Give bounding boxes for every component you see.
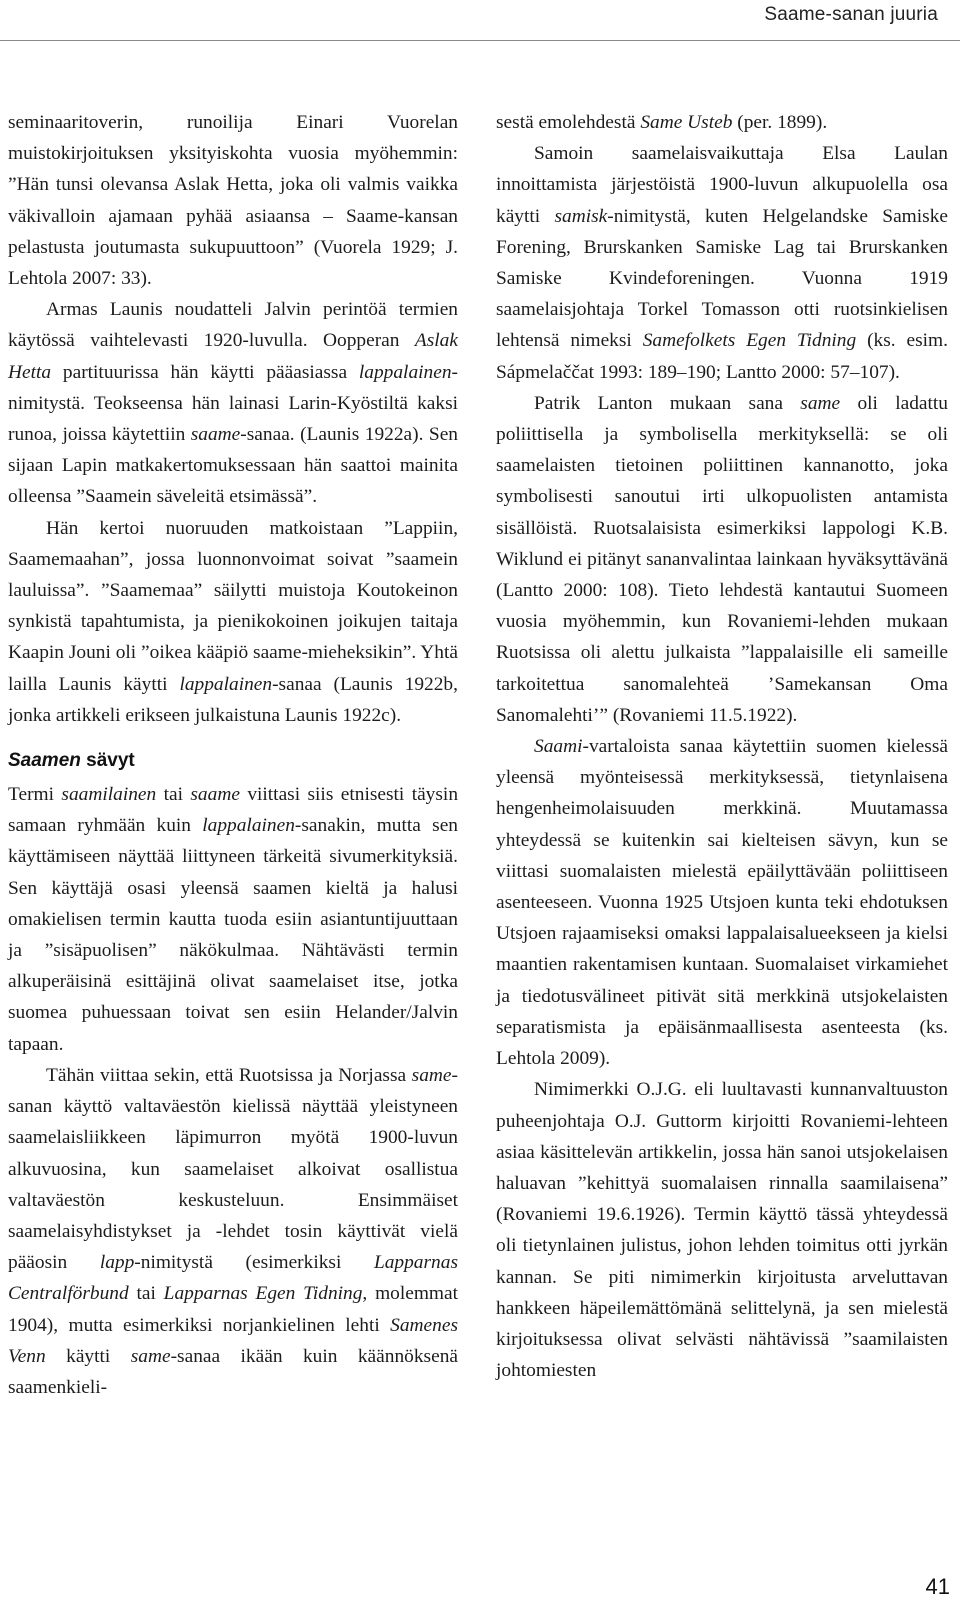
paragraph — [496, 107, 948, 138]
text-run: -sanaa ikään kuin käännöksenä saamenkieli- — [8, 1345, 459, 1398]
text-run: -sanan käyttö valtaväestön kielissä näyttää yleistyneen saamelaisliikkeen läpimurron myötä 1900-luvun alkuvuosina, kun saamelaiset alkoivat osallistua valtaväestön keskusteluun. Ensimmäiset saamelaisyhdistykset ja -lehdet tosin käyttivät vielä pääosin — [8, 1064, 458, 1274]
text-run: -nimitystä (esimerkiksi — [134, 1252, 374, 1274]
text-run: -sanaa. (Launis 1922a). Sen sijaan Lapin matkakertomuksessaan hän saattoi mainita olleensa ”Saamein säveleitä etsimässä”. — [8, 424, 458, 508]
header-rule — [0, 40, 960, 41]
paragraph — [496, 1074, 948, 1386]
italic-run: samisk — [554, 205, 608, 227]
paragraph — [496, 731, 948, 1074]
italic-run: lappalainen — [202, 815, 295, 837]
italic-run: same — [411, 1064, 452, 1086]
paragraph — [8, 294, 458, 512]
italic-run: Lapparnas Egen Tidning — [163, 1283, 363, 1305]
text-run: -sanaa (Launis 1922b, jonka artikkeli erikseen julkaistuna Launis 1922c). — [8, 673, 458, 726]
text-run: Tähän viittaa sekin, että Ruotsissa ja Norjassa — [46, 1064, 412, 1086]
running-header: Saame-sanan juuria — [764, 4, 938, 25]
right-column-paragraphs — [496, 107, 948, 1386]
italic-run: Aslak Hetta — [8, 330, 458, 383]
text-run: tai — [128, 1283, 164, 1305]
italic-run: Samenes Venn — [8, 1314, 458, 1367]
text-run: tai — [156, 784, 191, 806]
italic-run: same — [800, 392, 841, 414]
paragraph — [496, 388, 948, 731]
text-run: -vartaloista sanaa käytettiin suomen kielessä yleensä myönteisessä merkityksessä, tietynlaisena hengenheimolaisuuden merkkinä. Muutamassa yhteydessä se kuitenkin sai kielteisen sävyn, kun se viittasi suomalaisten mielestä epäilyttävään poliittiseen asenteeseen. Vuonna 1925 Utsjoen kunta teki ehdotuksen Utsjoen rajaamiseksi omaksi lappalaisalueekseen ja kielsi maantien rakentamisen kuntaan. Suomalaiset virkamiehet ja tiedotusvälineet pitivät sitä merkkinä utsjokelaisten separatismista ja epäisänmaallisesta asenteesta (ks. Lehtola 2009). — [496, 736, 948, 1070]
left-column-paragraphs — [8, 107, 458, 731]
paragraph — [8, 107, 458, 294]
paragraph — [8, 1060, 458, 1403]
text-run: partituurissa hän käytti pääasiassa — [51, 361, 359, 383]
italic-run: Saami — [534, 736, 583, 758]
italic-run: same — [130, 1345, 171, 1367]
text-run: -nimitystä, kuten Helgelandske Samiske Forening, Brurskanken Samiske Lag tai Brurskanken Samiske Kvindeforeningen. Vuonna 1919 saamelaisjohtaja Torkel Tomasson otti ruotsinkielisen lehtensä nimeksi — [496, 205, 948, 352]
text-run: , molemmat 1904), mutta esimerkiksi norjankielinen lehti — [8, 1283, 458, 1336]
text-run: sestä emolehdestä — [496, 112, 641, 133]
left-column — [8, 107, 458, 1403]
italic-run: saame — [190, 784, 240, 806]
paragraph — [8, 513, 458, 731]
italic-run: Samefolkets Egen Tidning — [642, 330, 857, 352]
paragraph — [8, 779, 458, 1060]
text-run: -nimitystä. Teokseensa hän lainasi Larin-Kyöstiltä kaksi runoa, joissa käytettiin — [8, 361, 458, 446]
section-heading-word: Saamen — [8, 750, 81, 772]
right-column — [496, 107, 948, 1386]
italic-run: lapp — [99, 1252, 135, 1274]
text-run: Patrik Lanton mukaan sana — [534, 392, 801, 414]
text-run: Hän kertoi nuoruuden matkoistaan ”Lappiin, Saamemaahan”, jossa luonnonvoimat soivat ”saamein lauluissa”. ”Saamemaa” säilytti muistoja Koutokeinon synkistä tapahtumista, ja pienikokoinen joikujen taitaja Kaapin Jouni oli ”oikea kääpiö saame-mieheksikin”. Yhtä lailla Launis käytti — [8, 517, 458, 695]
italic-run: saame — [190, 424, 241, 446]
section-heading — [8, 749, 458, 773]
text-run: -sanakin, mutta sen käyttämiseen näyttää liittyneen tärkeitä sivumerkityksiä. Sen käyttäjä osasi yleensä saamen kieltä ja halusi omakielisen termin kautta tuoda esiin asiantuntijuuttaan ja ”sisäpuolisen” näkökulmaa. Nähtävästi termin alkuperäisinä esittäjinä olivat saamelaiset itse, jotka suomea puhuessaan toivat sen esiin Helander/Jalvin tapaan. — [8, 815, 458, 1055]
text-run: Termi — [8, 784, 62, 806]
text-run: käytti — [45, 1345, 131, 1367]
section-heading-rest: sävyt — [80, 750, 135, 772]
italic-run: Same Usteb — [640, 112, 733, 133]
text-run: (per. 1899). — [732, 112, 828, 133]
text-run: oli ladattu poliittisella ja symbolisella merkityksellä: se oli saamelaisten tietoinen poliittinen kannanotto, joka symbolisesti sanoutui irti ulkopuolisten antamista sisällöistä. Ruotsalaisista esimerkiksi lappologi K.B. Wiklund ei pitänyt sananvalintaa lainkaan hyväksyttävänä (Lantto 2000: 108). Tieto lehdestä kantautui Suomeen vuosia myöhemmin, kun Rovaniemi-lehden mukaan Ruotsissa oli alettu julkaista ”lappalaisille eli sameille tarkoitettua sanomalehteä ’Samekansan Oma Sanomalehti’” (Rovaniemi 11.5.1922). — [496, 392, 948, 726]
italic-run: Lapparnas Centralförbund — [8, 1252, 458, 1305]
italic-run: saamilainen — [61, 784, 157, 806]
text-run: (ks. esim. Sápmelaččat 1993: 189–190; Lantto 2000: 57–107). — [496, 330, 948, 383]
text-run: seminaaritoverin, runoilija Einari Vuorelan muistokirjoituksen yksityiskohta vuosia myöhemmin: ”Hän tunsi olevansa Aslak Hetta, joka oli valmis vaikka väkivalloin ajamaan pyhää asiaansa – Saame-kansan pelastusta joutumasta sukupuuttoon” (Vuorela 1929; J. Lehtola 2007: 33). — [8, 112, 458, 290]
page-number: 41 — [925, 1574, 950, 1599]
italic-run: lappalainen — [358, 361, 452, 383]
section-paragraphs — [8, 779, 458, 1403]
text-run: Nimimerkki O.J.G. eli luultavasti kunnanvaltuuston puheenjohtaja O.J. Guttorm kirjoitti Rovaniemi-lehteen asiaa käsittelevän artikkelin, jossa hän sanoi utsjokelaisen haluavan ”kehittyä suomalaisen rinnalla saamilaisena” (Rovaniemi 19.6.1926). Termin käyttö tässä yhteydessä oli tietynlainen julistus, johon lehden toimitus otti jyrkän kannan. Se piti nimimerkin kirjoitusta arveluttavan hankkeen häpeilemättömänä selittelynä, ja sen mielestä kirjoituksessa olivat selvästi nähtävissä ”saamilaisten johtomiesten — [496, 1079, 948, 1382]
italic-run: lappalainen — [179, 673, 273, 695]
text-run: Samoin saamelaisvaikuttaja Elsa Laulan innoittamista järjestöistä 1900-luvun alkupuolella osa käytti — [496, 143, 948, 227]
text-run: viittasi siis etnisesti täysin samaan ryhmään kuin — [8, 784, 459, 837]
paragraph — [496, 138, 948, 388]
text-run: Armas Launis noudatteli Jalvin perintöä termien käytössä vaihtelevasti 1920-luvulla. Oopperan — [8, 299, 458, 352]
